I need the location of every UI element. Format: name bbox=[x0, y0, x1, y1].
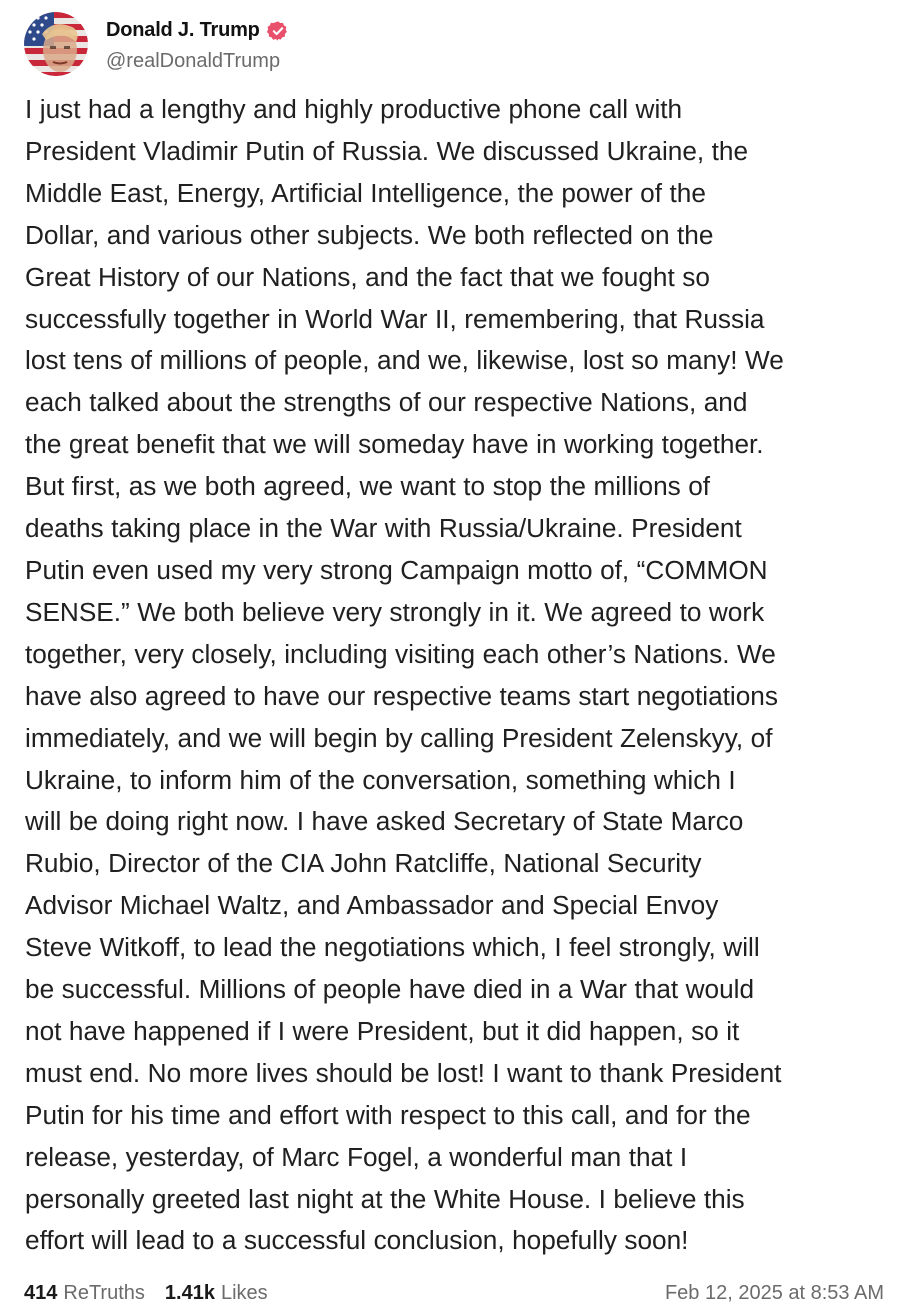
author-handle[interactable]: @realDonaldTrump bbox=[106, 49, 281, 72]
post-header bbox=[24, 12, 289, 76]
author-display-name[interactable]: Donald J. Trump bbox=[106, 19, 260, 41]
post-footer bbox=[24, 1278, 884, 1308]
retruths-count: 414 bbox=[24, 1281, 58, 1304]
author-info bbox=[106, 16, 289, 73]
likes-label: Likes bbox=[220, 1281, 268, 1304]
retruths-stat[interactable] bbox=[24, 1282, 145, 1305]
author-name-row bbox=[106, 16, 289, 46]
likes-stat[interactable] bbox=[165, 1282, 268, 1305]
avatar[interactable] bbox=[24, 12, 88, 76]
likes-count: 1.41k bbox=[164, 1281, 215, 1304]
avatar-image bbox=[24, 12, 88, 76]
verified-badge-icon bbox=[267, 20, 289, 42]
post-timestamp[interactable]: Feb 12, 2025 at 8:53 AM bbox=[664, 1281, 884, 1304]
post-body-text: I just had a lengthy and highly productive phone call with President Vladimir Putin of Russia. We discussed Ukraine, the Middle East, Energy, Artificial Intelligence, the power of the Dollar, and various other subjects. We both reflected on the Great History of our Nations, and the fact that we fought so successfully together in World War II, remembering, that Russia lost tens of millions of people, and we, likewise, lost so many! We each talked about the strengths of our respective Nations, and the great benefit that we will someday have in working together. But first, as we both agreed, we want to stop the millions of deaths taking place in the War with Russia/Ukraine. President Putin even used my very strong Campaign motto of, “COMMON SENSE.” We both believe very strongly in it. We agreed to work together, very closely, including visiting each other’s Nations. We have also agreed to have our respective teams start negotiations immediately, and we will begin by calling President Zelenskyy, of Ukraine, to inform him of the conversation, something which I will be doing right now. I have asked Secretary of State Marco Rubio, Director of the CIA John Ratcliffe, National Security Advisor Michael Waltz, and Ambassador and Special Envoy Steve Witkoff, to lead the negotiations which, I feel strongly, will be successful. Millions of people have died in a War that would not have happened if I were President, but it did happen, so it must end. No more lives should be lost! I want to thank President Putin for his time and effort with respect to this call, and for the release, yesterday, of Marc Fogel, a wonderful man that I personally greeted last night at the White House. I believe this effort will lead to a successful conclusion, hopefully soon! bbox=[25, 94, 784, 1256]
retruths-label: ReTruths bbox=[63, 1281, 145, 1304]
